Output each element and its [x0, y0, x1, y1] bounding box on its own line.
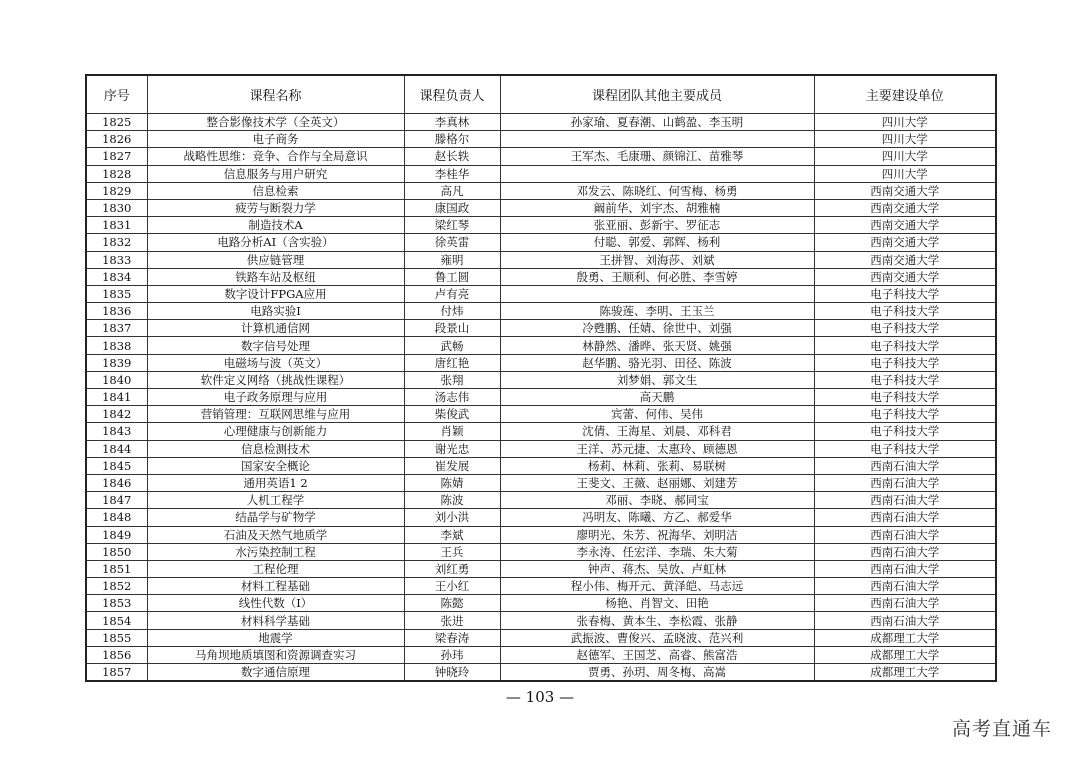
course-lead-cell: 刘红勇: [404, 560, 500, 577]
table-row: [86, 629, 996, 646]
course-lead-cell: 张进: [404, 612, 500, 629]
team-members-cell: 廖明光、朱芳、祝海华、刘明洁: [500, 526, 814, 543]
serial-cell: 1845: [86, 457, 147, 474]
team-members-cell: 邓发云、陈晓红、何雪梅、杨勇: [500, 182, 814, 199]
team-members-cell: 贾勇、孙玥、周冬梅、高嵩: [500, 664, 814, 682]
institution-cell: 西南交通大学: [814, 251, 996, 268]
serial-cell: 1854: [86, 612, 147, 629]
table-row: [86, 114, 996, 131]
course-lead-cell: 鲁工圆: [404, 268, 500, 285]
team-members-cell: 刘梦娟、郭文生: [500, 371, 814, 388]
serial-cell: 1836: [86, 303, 147, 320]
course-name-cell: 数字信号处理: [147, 337, 404, 354]
course-name-cell: 人机工程学: [147, 492, 404, 509]
header-institution: 主要建设单位: [814, 75, 996, 114]
team-members-cell: 李永涛、任宏洋、李瑞、朱大菊: [500, 543, 814, 560]
course-name-cell: 材料工程基础: [147, 578, 404, 595]
serial-cell: 1846: [86, 474, 147, 491]
table-row: [86, 148, 996, 165]
team-members-cell: 王洋、苏元捷、太惠玲、顾德恩: [500, 440, 814, 457]
serial-cell: 1850: [86, 543, 147, 560]
course-table: [85, 74, 997, 682]
table-row: [86, 165, 996, 182]
team-members-cell: 宾蕾、何伟、吴伟: [500, 406, 814, 423]
course-name-cell: 结晶学与矿物学: [147, 509, 404, 526]
institution-cell: 西南交通大学: [814, 268, 996, 285]
course-name-cell: 数字设计FPGA应用: [147, 285, 404, 302]
course-lead-cell: 李真林: [404, 114, 500, 131]
team-members-cell: [500, 165, 814, 182]
institution-cell: 西南石油大学: [814, 457, 996, 474]
serial-cell: 1857: [86, 664, 147, 682]
course-lead-cell: 王小红: [404, 578, 500, 595]
course-lead-cell: 谢光忠: [404, 440, 500, 457]
table-row: [86, 646, 996, 663]
table-row: [86, 182, 996, 199]
institution-cell: 西南石油大学: [814, 526, 996, 543]
course-name-cell: 数字通信原理: [147, 664, 404, 682]
header-course-lead: 课程负责人: [404, 75, 500, 114]
team-members-cell: 冯明友、陈曦、方乙、郝爱华: [500, 509, 814, 526]
table-row: [86, 423, 996, 440]
course-lead-cell: 武畅: [404, 337, 500, 354]
institution-cell: 四川大学: [814, 131, 996, 148]
page-number: — 103 —: [505, 688, 575, 706]
course-lead-cell: 梁红琴: [404, 217, 500, 234]
team-members-cell: [500, 131, 814, 148]
team-members-cell: 冷甦鹏、任婧、徐世中、刘强: [500, 320, 814, 337]
table-row: [86, 251, 996, 268]
table-row: [86, 457, 996, 474]
course-name-cell: 电子政务原理与应用: [147, 389, 404, 406]
table-row: [86, 492, 996, 509]
institution-cell: 西南石油大学: [814, 595, 996, 612]
course-name-cell: 疲劳与断裂力学: [147, 199, 404, 216]
course-name-cell: 信息检索: [147, 182, 404, 199]
serial-cell: 1839: [86, 354, 147, 371]
course-name-cell: 整合影像技术学（全英文）: [147, 114, 404, 131]
course-name-cell: 铁路车站及枢纽: [147, 268, 404, 285]
course-name-cell: 电子商务: [147, 131, 404, 148]
header-course-name: 课程名称: [147, 75, 404, 114]
course-lead-cell: 滕格尔: [404, 131, 500, 148]
serial-cell: 1853: [86, 595, 147, 612]
course-lead-cell: 唐红艳: [404, 354, 500, 371]
course-name-cell: 工程伦理: [147, 560, 404, 577]
team-members-cell: 林静然、潘晔、张天贤、姚强: [500, 337, 814, 354]
institution-cell: 西南石油大学: [814, 492, 996, 509]
team-members-cell: 高天鹏: [500, 389, 814, 406]
institution-cell: 西南交通大学: [814, 217, 996, 234]
course-lead-cell: 康国政: [404, 199, 500, 216]
course-lead-cell: 卢有亮: [404, 285, 500, 302]
course-name-cell: 电路分析AI（含实验）: [147, 234, 404, 251]
course-name-cell: 制造技术A: [147, 217, 404, 234]
table-body: [86, 114, 996, 682]
team-members-cell: 钟声、蒋杰、吴放、卢虹林: [500, 560, 814, 577]
table-row: [86, 371, 996, 388]
course-lead-cell: 王兵: [404, 543, 500, 560]
institution-cell: 西南交通大学: [814, 199, 996, 216]
institution-cell: 电子科技大学: [814, 320, 996, 337]
watermark-text: 高考直通车: [951, 718, 1052, 740]
team-members-cell: 沈倩、王海星、刘晨、邓科君: [500, 423, 814, 440]
institution-cell: 西南交通大学: [814, 234, 996, 251]
course-name-cell: 地震学: [147, 629, 404, 646]
course-lead-cell: 段景山: [404, 320, 500, 337]
institution-cell: 四川大学: [814, 114, 996, 131]
course-lead-cell: 刘小洪: [404, 509, 500, 526]
institution-cell: 电子科技大学: [814, 406, 996, 423]
serial-cell: 1856: [86, 646, 147, 663]
serial-cell: 1852: [86, 578, 147, 595]
institution-cell: 成都理工大学: [814, 646, 996, 663]
serial-cell: 1826: [86, 131, 147, 148]
serial-cell: 1840: [86, 371, 147, 388]
serial-cell: 1834: [86, 268, 147, 285]
team-members-cell: 殷勇、王顺利、何必胜、李雪婷: [500, 268, 814, 285]
course-lead-cell: 陈婧: [404, 474, 500, 491]
team-members-cell: 王拼智、刘海莎、刘斌: [500, 251, 814, 268]
serial-cell: 1829: [86, 182, 147, 199]
course-lead-cell: 柴俊武: [404, 406, 500, 423]
course-lead-cell: 梁春涛: [404, 629, 500, 646]
team-members-cell: 邓丽、李晓、郝同宝: [500, 492, 814, 509]
table-row: [86, 406, 996, 423]
team-members-cell: 杨艳、肖智文、田艳: [500, 595, 814, 612]
team-members-cell: 杨莉、林莉、张莉、易联树: [500, 457, 814, 474]
serial-cell: 1830: [86, 199, 147, 216]
serial-cell: 1825: [86, 114, 147, 131]
serial-cell: 1838: [86, 337, 147, 354]
table-row: [86, 199, 996, 216]
course-name-cell: 石油及天然气地质学: [147, 526, 404, 543]
table-row: [86, 526, 996, 543]
serial-cell: 1849: [86, 526, 147, 543]
course-name-cell: 供应链管理: [147, 251, 404, 268]
team-members-cell: 孙家瑜、夏春潮、山鹤盈、李玉明: [500, 114, 814, 131]
course-lead-cell: 张翔: [404, 371, 500, 388]
serial-cell: 1827: [86, 148, 147, 165]
team-members-cell: 程小伟、梅开元、黄泽皑、马志远: [500, 578, 814, 595]
institution-cell: 电子科技大学: [814, 389, 996, 406]
institution-cell: 电子科技大学: [814, 423, 996, 440]
team-members-cell: 张春梅、黄本生、李松霞、张静: [500, 612, 814, 629]
table-row: [86, 560, 996, 577]
table-header-row: [86, 75, 996, 114]
team-members-cell: 赵德军、王国芝、高睿、熊富浩: [500, 646, 814, 663]
table-row: [86, 509, 996, 526]
course-name-cell: 营销管理：互联网思维与应用: [147, 406, 404, 423]
course-lead-cell: 崔发展: [404, 457, 500, 474]
course-name-cell: 材料科学基础: [147, 612, 404, 629]
course-lead-cell: 李桂华: [404, 165, 500, 182]
table-row: [86, 303, 996, 320]
serial-cell: 1842: [86, 406, 147, 423]
serial-cell: 1835: [86, 285, 147, 302]
institution-cell: 电子科技大学: [814, 371, 996, 388]
serial-cell: 1848: [86, 509, 147, 526]
course-lead-cell: 陈波: [404, 492, 500, 509]
serial-cell: 1851: [86, 560, 147, 577]
course-name-cell: 线性代数（I）: [147, 595, 404, 612]
serial-cell: 1844: [86, 440, 147, 457]
course-name-cell: 电路实验I: [147, 303, 404, 320]
institution-cell: 西南石油大学: [814, 509, 996, 526]
course-name-cell: 信息服务与用户研究: [147, 165, 404, 182]
institution-cell: 成都理工大学: [814, 629, 996, 646]
team-members-cell: 武振波、曹俊兴、孟晓波、范兴利: [500, 629, 814, 646]
course-name-cell: 计算机通信网: [147, 320, 404, 337]
table-row: [86, 337, 996, 354]
institution-cell: 西南石油大学: [814, 560, 996, 577]
table-row: [86, 612, 996, 629]
institution-cell: 电子科技大学: [814, 285, 996, 302]
institution-cell: 四川大学: [814, 165, 996, 182]
team-members-cell: 阚前华、刘宇杰、胡雅楠: [500, 199, 814, 216]
institution-cell: 四川大学: [814, 148, 996, 165]
institution-cell: 电子科技大学: [814, 337, 996, 354]
serial-cell: 1832: [86, 234, 147, 251]
table-row: [86, 440, 996, 457]
header-serial: 序号: [86, 75, 147, 114]
course-name-cell: 战略性思维：竞争、合作与全局意识: [147, 148, 404, 165]
team-members-cell: 付聪、郭爱、郭辉、杨利: [500, 234, 814, 251]
institution-cell: 西南石油大学: [814, 578, 996, 595]
team-members-cell: 王斐文、王薇、赵丽娜、刘建芳: [500, 474, 814, 491]
institution-cell: 电子科技大学: [814, 354, 996, 371]
table-row: [86, 578, 996, 595]
team-members-cell: 王军杰、毛康珊、颜锦江、苗雅琴: [500, 148, 814, 165]
team-members-cell: 陈骏莲、李明、王玉兰: [500, 303, 814, 320]
table-row: [86, 285, 996, 302]
table-row: [86, 595, 996, 612]
course-lead-cell: 肖颖: [404, 423, 500, 440]
serial-cell: 1833: [86, 251, 147, 268]
table-row: [86, 354, 996, 371]
course-name-cell: 信息检测技术: [147, 440, 404, 457]
course-lead-cell: 陈懿: [404, 595, 500, 612]
course-lead-cell: 赵长轶: [404, 148, 500, 165]
course-lead-cell: 徐英雷: [404, 234, 500, 251]
table-row: [86, 543, 996, 560]
serial-cell: 1855: [86, 629, 147, 646]
course-name-cell: 电磁场与波（英文）: [147, 354, 404, 371]
document-page: [85, 74, 995, 682]
course-lead-cell: 李斌: [404, 526, 500, 543]
table-row: [86, 664, 996, 682]
team-members-cell: 张亚丽、彭新宇、罗征志: [500, 217, 814, 234]
institution-cell: 西南交通大学: [814, 182, 996, 199]
table-row: [86, 320, 996, 337]
team-members-cell: [500, 285, 814, 302]
serial-cell: 1843: [86, 423, 147, 440]
serial-cell: 1841: [86, 389, 147, 406]
course-lead-cell: 付炜: [404, 303, 500, 320]
course-name-cell: 通用英语1 2: [147, 474, 404, 491]
serial-cell: 1837: [86, 320, 147, 337]
course-lead-cell: 孙玮: [404, 646, 500, 663]
course-lead-cell: 汤志伟: [404, 389, 500, 406]
course-name-cell: 国家安全概论: [147, 457, 404, 474]
table-row: [86, 474, 996, 491]
course-lead-cell: 高凡: [404, 182, 500, 199]
course-name-cell: 心理健康与创新能力: [147, 423, 404, 440]
table-row: [86, 268, 996, 285]
institution-cell: 西南石油大学: [814, 474, 996, 491]
team-members-cell: 赵华鹏、骆光羽、田径、陈波: [500, 354, 814, 371]
serial-cell: 1831: [86, 217, 147, 234]
header-team-members: 课程团队其他主要成员: [500, 75, 814, 114]
institution-cell: 电子科技大学: [814, 303, 996, 320]
course-name-cell: 水污染控制工程: [147, 543, 404, 560]
table-row: [86, 234, 996, 251]
serial-cell: 1828: [86, 165, 147, 182]
course-name-cell: 软件定义网络（挑战性课程）: [147, 371, 404, 388]
table-row: [86, 389, 996, 406]
table-row: [86, 217, 996, 234]
table-row: [86, 131, 996, 148]
institution-cell: 西南石油大学: [814, 612, 996, 629]
institution-cell: 电子科技大学: [814, 440, 996, 457]
serial-cell: 1847: [86, 492, 147, 509]
course-lead-cell: 钟晓玲: [404, 664, 500, 682]
institution-cell: 西南石油大学: [814, 543, 996, 560]
course-lead-cell: 雍明: [404, 251, 500, 268]
institution-cell: 成都理工大学: [814, 664, 996, 682]
course-name-cell: 马角坝地质填图和资源调查实习: [147, 646, 404, 663]
